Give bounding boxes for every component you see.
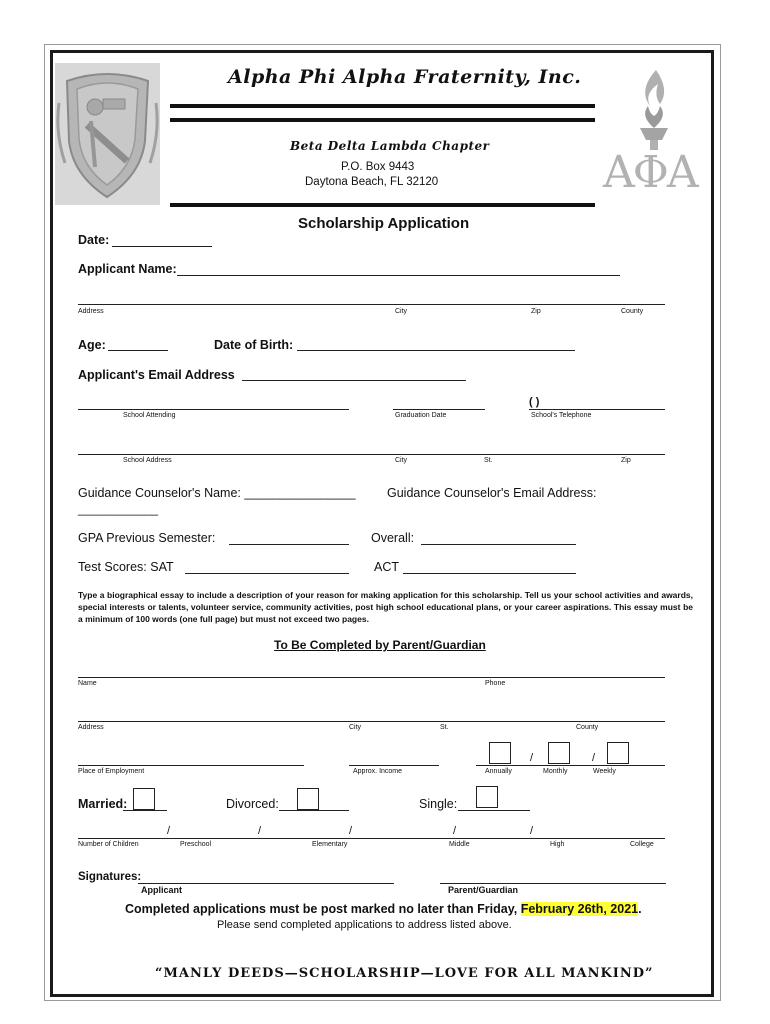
fraternity-motto: “MANLY DEEDS—SCHOLARSHIP—LOVE FOR ALL MANKIND” <box>155 966 654 981</box>
divorced-label: Divorced: <box>226 797 279 811</box>
high-caption: High <box>550 841 565 848</box>
applicant-signature-caption: Applicant <box>141 885 183 895</box>
applicant-name-field[interactable] <box>177 275 620 276</box>
essay-instructions: Type a biographical essay to include a description of your reason for making application for this scholarship. Tell us your school activities and awards, special interests or talents, volunteer service, community activities, post high school educational plans, or your career aspirations. This essay must be a minimum of 100 words (one full page) but must not exceed two pages. <box>78 590 693 624</box>
school-attending-caption: School Attending <box>123 412 176 419</box>
fraternity-name: Alpha Phi Alpha Fraternity, Inc. <box>228 66 582 88</box>
applicant-address-field[interactable] <box>78 304 665 305</box>
parent-signature-caption: Parent/Guardian <box>448 885 519 895</box>
sat-label: Test Scores: SAT <box>78 560 174 574</box>
overall-label: Overall: <box>371 531 415 545</box>
applicant-signature-field[interactable] <box>138 883 394 884</box>
employment-caption: Place of Employment <box>78 768 145 775</box>
children-slash-2: / <box>258 825 262 837</box>
act-label: ACT <box>374 560 399 574</box>
address-caption: Address <box>78 308 104 315</box>
parent-signature-field[interactable] <box>440 883 666 884</box>
preschool-caption: Preschool <box>180 841 212 848</box>
income-caption: Approx. Income <box>353 768 403 775</box>
school-phone-paren: ( ) <box>529 396 540 408</box>
act-field[interactable] <box>403 573 576 574</box>
parent-address-field[interactable] <box>78 721 665 722</box>
married-label: Married: <box>78 797 128 811</box>
header-rule-top-1 <box>170 104 595 108</box>
married-checkbox[interactable] <box>133 788 155 810</box>
annually-checkbox[interactable] <box>489 742 511 764</box>
po-box: P.O. Box 9443 <box>341 161 415 173</box>
school-address-caption: School Address <box>123 457 172 464</box>
age-label: Age: <box>78 338 106 352</box>
parent-st-caption: St. <box>440 724 449 731</box>
children-slash-1: / <box>167 825 171 837</box>
chapter-name: Beta Delta Lambda Chapter <box>290 139 490 153</box>
married-line <box>123 810 167 811</box>
greek-letters-logo: ΑΦΑ <box>603 147 697 198</box>
single-line <box>458 810 530 811</box>
header-rule-top-2 <box>170 118 595 122</box>
divorced-line <box>279 810 349 811</box>
deadline-date: February 26th, 2021 <box>520 902 639 916</box>
zip-caption: Zip <box>531 308 541 315</box>
parent-name-field[interactable] <box>78 677 665 678</box>
parent-name-caption: Name <box>78 680 97 687</box>
children-slash-4: / <box>453 825 457 837</box>
weekly-caption: Weekly <box>593 768 616 775</box>
graduation-date-caption: Graduation Date <box>395 412 447 419</box>
children-caption: Number of Children <box>78 841 139 848</box>
children-slash-3: / <box>349 825 353 837</box>
applicant-name-label: Applicant Name: <box>78 262 177 276</box>
deadline-period: . <box>638 902 642 916</box>
school-phone-caption: School's Telephone <box>531 412 592 419</box>
school-st-caption: St. <box>484 457 493 464</box>
monthly-checkbox[interactable] <box>548 742 570 764</box>
city-caption: City <box>395 308 408 315</box>
parent-phone-caption: Phone <box>485 680 506 687</box>
email-field[interactable] <box>242 380 466 381</box>
school-address-field[interactable] <box>78 454 665 455</box>
overall-field[interactable] <box>421 544 576 545</box>
graduation-date-field[interactable] <box>393 409 485 410</box>
city-state: Daytona Beach, FL 32120 <box>305 176 439 188</box>
parent-section-heading: To Be Completed by Parent/Guardian <box>274 638 486 652</box>
children-slash-5: / <box>530 825 534 837</box>
age-field[interactable] <box>108 350 168 351</box>
divorced-checkbox[interactable] <box>297 788 319 810</box>
date-label: Date: <box>78 233 110 247</box>
fraternity-crest-icon <box>55 63 160 205</box>
income-field[interactable] <box>349 765 439 766</box>
gpa-label: GPA Previous Semester: <box>78 531 216 545</box>
employment-field[interactable] <box>78 765 304 766</box>
elementary-caption: Elementary <box>312 841 348 848</box>
school-attending-field[interactable] <box>78 409 349 410</box>
counselor-email-blank[interactable]: ____________ <box>78 502 159 516</box>
signatures-label: Signatures: <box>78 871 142 883</box>
children-field[interactable] <box>78 838 665 839</box>
deadline-line <box>125 902 642 916</box>
weekly-checkbox[interactable] <box>607 742 629 764</box>
school-city-caption: City <box>395 457 408 464</box>
slash-2: / <box>592 752 596 764</box>
parent-city-caption: City <box>349 724 362 731</box>
send-instructions: Please send completed applications to address listed above. <box>217 919 512 931</box>
dob-field[interactable] <box>297 350 575 351</box>
single-checkbox[interactable] <box>476 786 498 808</box>
header-rule-bottom <box>170 203 595 207</box>
school-zip-caption: Zip <box>621 457 631 464</box>
form-title: Scholarship Application <box>298 215 470 232</box>
county-caption: County <box>621 308 644 315</box>
date-field[interactable] <box>112 246 212 247</box>
dob-label: Date of Birth: <box>214 338 294 352</box>
single-label: Single: <box>419 797 458 811</box>
email-label: Applicant's Email Address <box>78 368 235 382</box>
sat-field[interactable] <box>185 573 349 574</box>
parent-county-caption: County <box>576 724 599 731</box>
slash-1: / <box>530 752 534 764</box>
college-caption: College <box>630 841 654 848</box>
school-phone-field[interactable] <box>529 409 665 410</box>
parent-address-caption: Address <box>78 724 104 731</box>
counselor-email-label: Guidance Counselor's Email Address: <box>387 486 597 500</box>
counselor-name-label: Guidance Counselor's Name: ________________ <box>78 486 356 500</box>
gpa-field[interactable] <box>229 544 349 545</box>
monthly-caption: Monthly <box>543 768 568 775</box>
middle-caption: Middle <box>449 841 470 848</box>
income-frequency-line <box>476 765 665 766</box>
deadline-text: Completed applications must be post marked no later than Friday, <box>125 902 521 916</box>
annually-caption: Annually <box>485 768 512 775</box>
